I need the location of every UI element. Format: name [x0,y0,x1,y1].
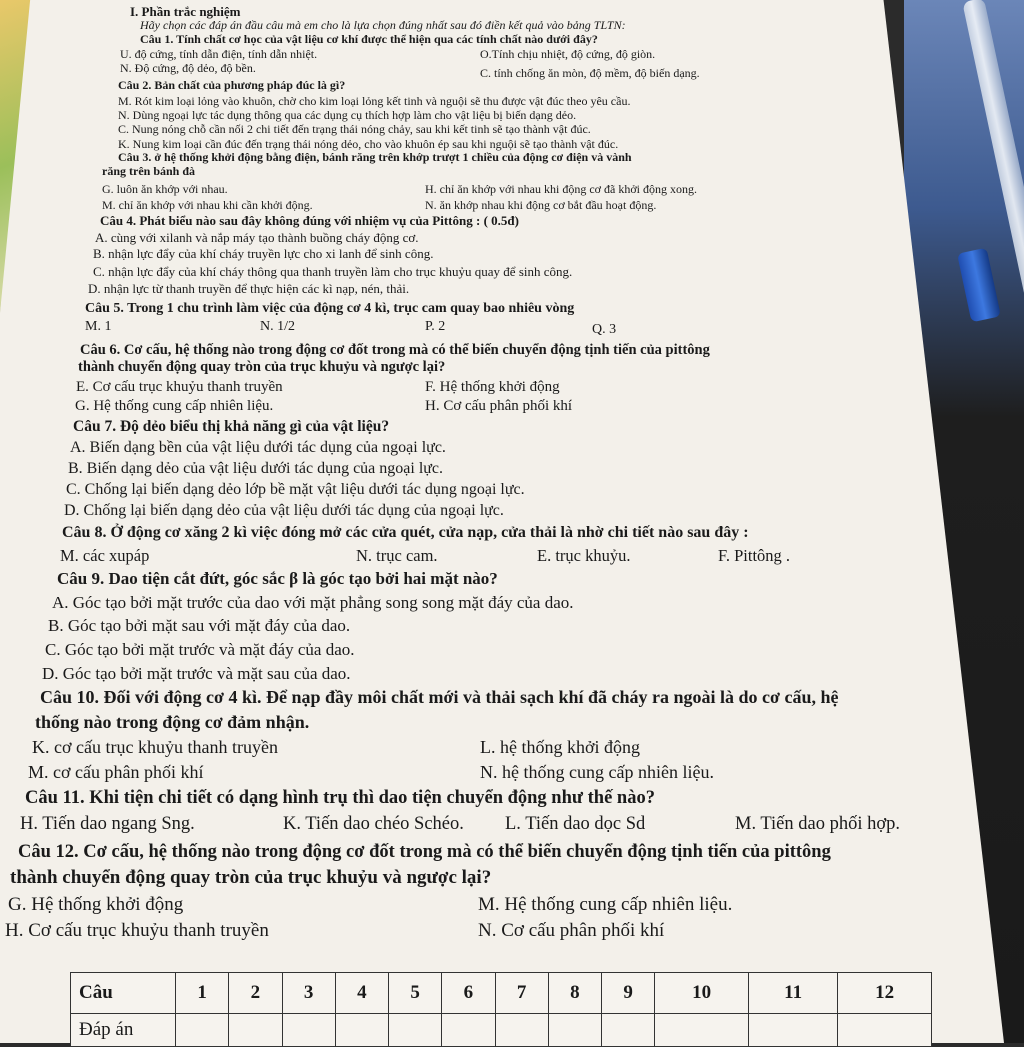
q12-option-m: M. Hệ thống cung cấp nhiên liệu. [478,894,733,915]
q2-option-m: M. Rót kim loại lỏng vào khuôn, chờ cho kim loại lỏng kết tinh và nguội sẽ thu được vật đúc theo yêu cầu. [118,94,631,108]
q9-option-b: B. Góc tạo bởi mặt sau với mặt đáy của dao. [48,616,351,635]
answer-table-number: 11 [748,973,837,1014]
question-11: Câu 11. Khi tiện chi tiết có dạng hình trụ thì dao tiện chuyển động như thế nào? [25,788,655,808]
q1-option-n: N. Độ cứng, độ dẻo, độ bền. [120,61,256,75]
answer-table-number: 6 [442,973,495,1014]
q7-option-b: B. Biến dạng dẻo của vật liệu dưới tác dụng của ngoại lực. [68,460,444,477]
answer-table-number: 3 [282,973,335,1014]
q4-option-a: A. cùng với xilanh và nắp máy tạo thành buồng cháy động cơ. [95,230,419,245]
q6-option-f: F. Hệ thống khởi động [425,379,560,395]
answer-table-header-row [71,973,932,1014]
q8-option-f: F. Pittông . [718,546,791,565]
q11-option-k: K. Tiến dao chéo Schéo. [283,814,464,834]
answer-cell[interactable] [389,1014,442,1047]
answer-table-number: 9 [602,973,655,1014]
answer-table-header-label: Câu [71,973,176,1014]
q5-option-n: N. 1/2 [260,319,295,334]
answer-table-number: 4 [335,973,388,1014]
answer-cell[interactable] [748,1014,837,1047]
q7-option-c: C. Chống lại biến dạng dẻo lớp bề mặt vật liệu dưới tác dụng ngoại lực. [66,481,525,498]
q6-option-e: E. Cơ cấu trục khuỷu thanh truyền [76,379,283,395]
question-9: Câu 9. Dao tiện cắt đứt, góc sắc β là góc tạo bởi hai mặt nào? [57,569,498,588]
q10-option-k: K. cơ cấu trục khuỷu thanh truyền [32,737,278,757]
question-7: Câu 7. Độ dẻo biểu thị khả năng gì của vật liệu? [73,418,390,435]
answer-cell[interactable] [548,1014,601,1047]
answer-table-number: 1 [176,973,229,1014]
question-3-cont: răng trên bánh đà [102,164,196,178]
question-2: Câu 2. Bản chất của phương pháp đúc là gì? [118,78,346,92]
q2-option-n: N. Dùng ngoại lực tác dụng thông qua các dụng cụ thích hợp làm cho vật liệu bị biến dạng dẻo. [118,108,577,122]
q8-option-m: M. các xupáp [60,546,150,565]
answer-cell[interactable] [442,1014,495,1047]
q8-option-e: E. trục khuỷu. [537,546,631,565]
question-6-cont: thành chuyển động quay tròn của trục khuỷu và ngược lại? [78,359,446,375]
q5-option-m: M. 1 [85,319,112,334]
question-3: Câu 3. ở hệ thống khởi động bằng điện, bánh răng trên khớp trượt 1 chiều của động cơ điện và vành [118,150,632,164]
q11-option-l: L. Tiến dao dọc Sd [505,814,646,834]
question-6: Câu 6. Cơ cấu, hệ thống nào trong động cơ đốt trong mà có thể biến chuyển động tịnh tiến của pittông [80,342,710,358]
q1-option-o: O.Tính chịu nhiệt, độ cứng, độ giòn. [480,47,656,61]
answer-table-number: 2 [229,973,282,1014]
q10-option-n: N. hệ thống cung cấp nhiên liệu. [480,762,714,782]
question-12-cont: thành chuyển động quay tròn của trục khuỷu và ngược lại? [10,867,492,888]
q3-option-m: M. chỉ ăn khớp với nhau khi cần khởi động. [102,198,313,212]
q12-option-g: G. Hệ thống khởi động [8,894,184,915]
answer-cell[interactable] [229,1014,282,1047]
answer-table-answer-row [71,1014,932,1047]
answer-cell[interactable] [176,1014,229,1047]
q3-option-h: H. chỉ ăn khớp với nhau khi động cơ đã khởi động xong. [425,182,698,196]
question-5: Câu 5. Trong 1 chu trình làm việc của động cơ 4 kì, trục cam quay bao nhiêu vòng [85,301,575,316]
q4-option-c: C. nhận lực đẩy của khí cháy thông qua thanh truyền làm cho trục khuỷu quay để sinh công. [93,264,573,279]
answer-table-number: 8 [548,973,601,1014]
q1-option-c: C. tính chống ăn mòn, độ mềm, độ biến dạng. [480,66,700,80]
q7-option-d: D. Chống lại biến dạng dẻo của vật liệu dưới tác dụng của ngoại lực. [64,502,504,519]
answer-cell[interactable] [335,1014,388,1047]
question-10-cont: thống nào trong động cơ đảm nhận. [35,712,310,732]
q11-option-h: H. Tiến dao ngang Sng. [20,814,195,834]
answer-table-number: 12 [838,973,932,1014]
q2-option-c: C. Nung nóng chỗ cần nối 2 chi tiết đến trạng thái nóng chảy, sau khi kết tinh sẽ tạo thành vật đúc. [118,122,591,136]
q2-option-k: K. Nung kim loại cần đúc đến trạng thái nóng dẻo, cho vào khuôn ép sau khi nguội sẽ tạo thành vật đúc. [118,137,619,151]
answer-table-number: 7 [495,973,548,1014]
q6-option-h: H. Cơ cấu phân phối khí [425,398,573,414]
q6-option-g: G. Hệ thống cung cấp nhiên liệu. [75,398,274,414]
q10-option-m: M. cơ cấu phân phối khí [28,762,204,782]
question-1: Câu 1. Tính chất cơ học của vật liệu cơ khí được thể hiện qua các tính chất nào dưới đây? [140,32,598,46]
q1-option-u: U. độ cứng, tính dẫn điện, tính dẫn nhiệt. [120,47,318,61]
q12-option-h: H. Cơ cấu trục khuỷu thanh truyền [5,920,269,941]
question-8: Câu 8. Ở động cơ xăng 2 kì việc đóng mở các cửa quét, cửa nạp, cửa thải là nhờ chi tiết nào sau đây : [62,524,749,541]
q3-option-n: N. ăn khớp nhau khi động cơ bắt đầu hoạt động. [425,198,657,212]
answer-table-row-label: Đáp án [71,1014,176,1047]
answer-cell[interactable] [282,1014,335,1047]
q10-option-l: L. hệ thống khởi động [480,737,641,757]
q8-option-n: N. trục cam. [356,546,438,565]
answer-table-number: 10 [655,973,749,1014]
q9-option-d: D. Góc tạo bởi mặt trước và mặt sau của dao. [42,664,351,683]
question-4: Câu 4. Phát biểu nào sau đây không đúng với nhiệm vụ của Pittông : ( 0.5đ) [100,213,519,228]
q7-option-a: A. Biến dạng bền của vật liệu dưới tác dụng của ngoại lực. [70,439,446,456]
answer-cell[interactable] [495,1014,548,1047]
q11-option-m: M. Tiến dao phối hợp. [735,814,901,834]
answer-table [70,972,932,1047]
section-instruction: Hãy chọn các đáp án đầu câu mà em cho là lựa chọn đúng nhất sau đó điền kết quả vào bảng TLTN: [140,18,626,32]
question-10: Câu 10. Đối với động cơ 4 kì. Để nạp đầy môi chất mới và thải sạch khí đã cháy ra ngoài là do cơ cấu, hệ [40,687,839,707]
question-12: Câu 12. Cơ cấu, hệ thống nào trong động cơ đốt trong mà có thể biến chuyển động tịnh tiến của pittông [18,842,831,862]
answer-cell[interactable] [838,1014,932,1047]
q5-option-p: P. 2 [425,319,446,334]
answer-cell[interactable] [602,1014,655,1047]
q4-option-d: D. nhận lực từ thanh truyền để thực hiện các kì nạp, nén, thải. [88,281,410,296]
q5-option-q: Q. 3 [592,322,617,337]
q12-option-n: N. Cơ cấu phân phối khí [478,920,665,941]
q4-option-b: B. nhận lực đẩy của khí cháy truyền lực cho xi lanh để sinh công. [93,246,434,261]
q9-option-c: C. Góc tạo bởi mặt trước và mặt đáy của dao. [45,640,355,659]
section-title: I. Phần trắc nghiệm [130,4,241,19]
q9-option-a: A. Góc tạo bởi mặt trước của dao với mặt phẳng song song mặt đáy của dao. [52,593,574,612]
q3-option-g: G. luôn ăn khớp với nhau. [102,182,228,196]
answer-cell[interactable] [655,1014,749,1047]
answer-table-number: 5 [389,973,442,1014]
